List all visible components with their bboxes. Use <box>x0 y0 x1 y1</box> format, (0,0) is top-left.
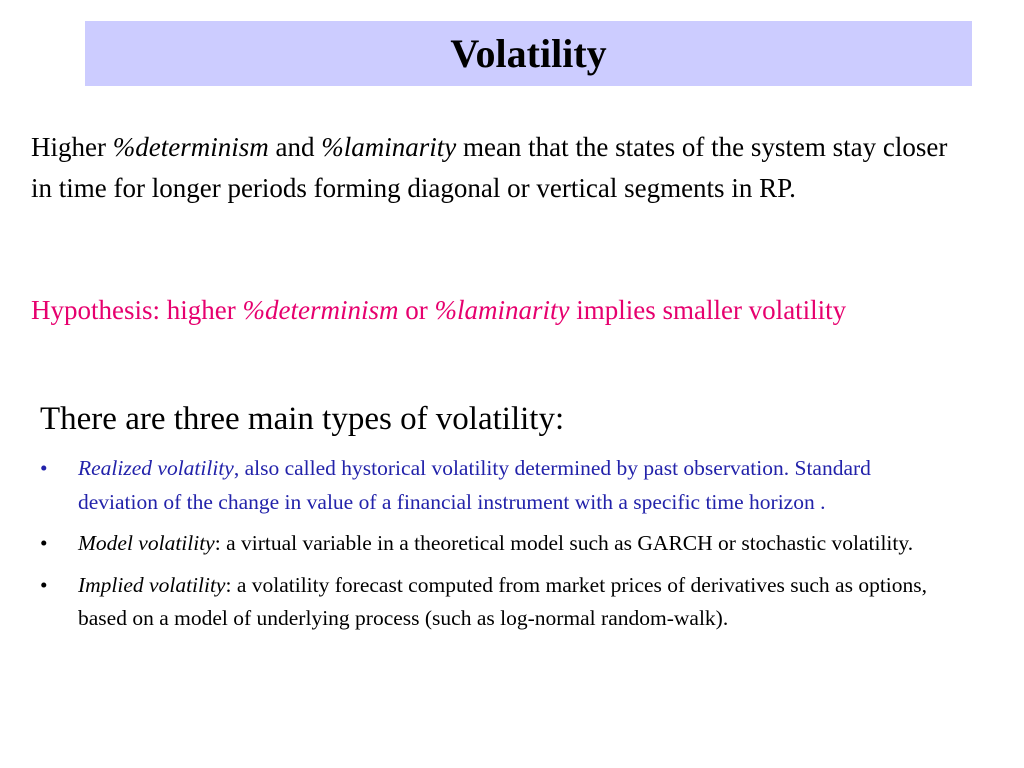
slide-title: Volatility <box>450 30 607 76</box>
model-volatility-item <box>40 527 940 561</box>
bullet-marker: • <box>40 531 48 555</box>
bullet-marker: • <box>40 572 48 597</box>
laminarity-term: %laminarity <box>321 132 457 162</box>
hypothesis-text-1: Hypothesis: higher <box>31 295 243 325</box>
determinism-term: %determinism <box>112 132 269 162</box>
intro-text-1: Higher <box>31 132 113 162</box>
model-volatility-text: : a virtual variable in a theoretical model such as GARCH or stochastic volatility. <box>214 531 914 555</box>
volatility-types-list <box>40 452 940 644</box>
realized-volatility-item <box>40 452 940 519</box>
intro-paragraph <box>31 127 971 209</box>
hypothesis-paragraph <box>31 290 971 331</box>
realized-volatility-term: Realized volatility <box>78 456 234 480</box>
realized-volatility-text: , also called hystorical volatility determined by past observation. Standard deviation of the change in value of a financial instrument with a specific time horizon . <box>78 456 871 514</box>
implied-volatility-text: : a volatility forecast computed from market prices of derivatives such as options, based on a model of underlying process (such as log-normal random-walk). <box>78 572 928 630</box>
model-volatility-term: Model volatility <box>78 531 215 555</box>
implied-volatility-item <box>40 569 940 636</box>
intro-text-3: mean that the states of the system stay closer in time for longer periods forming diagonal or vertical segments in RP. <box>31 132 948 203</box>
intro-text-2: and <box>268 132 322 162</box>
hypothesis-text-2: or <box>398 295 435 325</box>
hypothesis-laminarity-term: %laminarity <box>434 295 570 325</box>
hypothesis-determinism-term: %determinism <box>242 295 399 325</box>
bullet-marker: • <box>40 456 48 480</box>
volatility-types-heading: There are three main types of volatility: <box>40 401 565 437</box>
hypothesis-text-3: implies smaller volatility <box>569 295 847 325</box>
implied-volatility-term: Implied volatility <box>78 572 226 597</box>
title-bar <box>85 21 972 86</box>
